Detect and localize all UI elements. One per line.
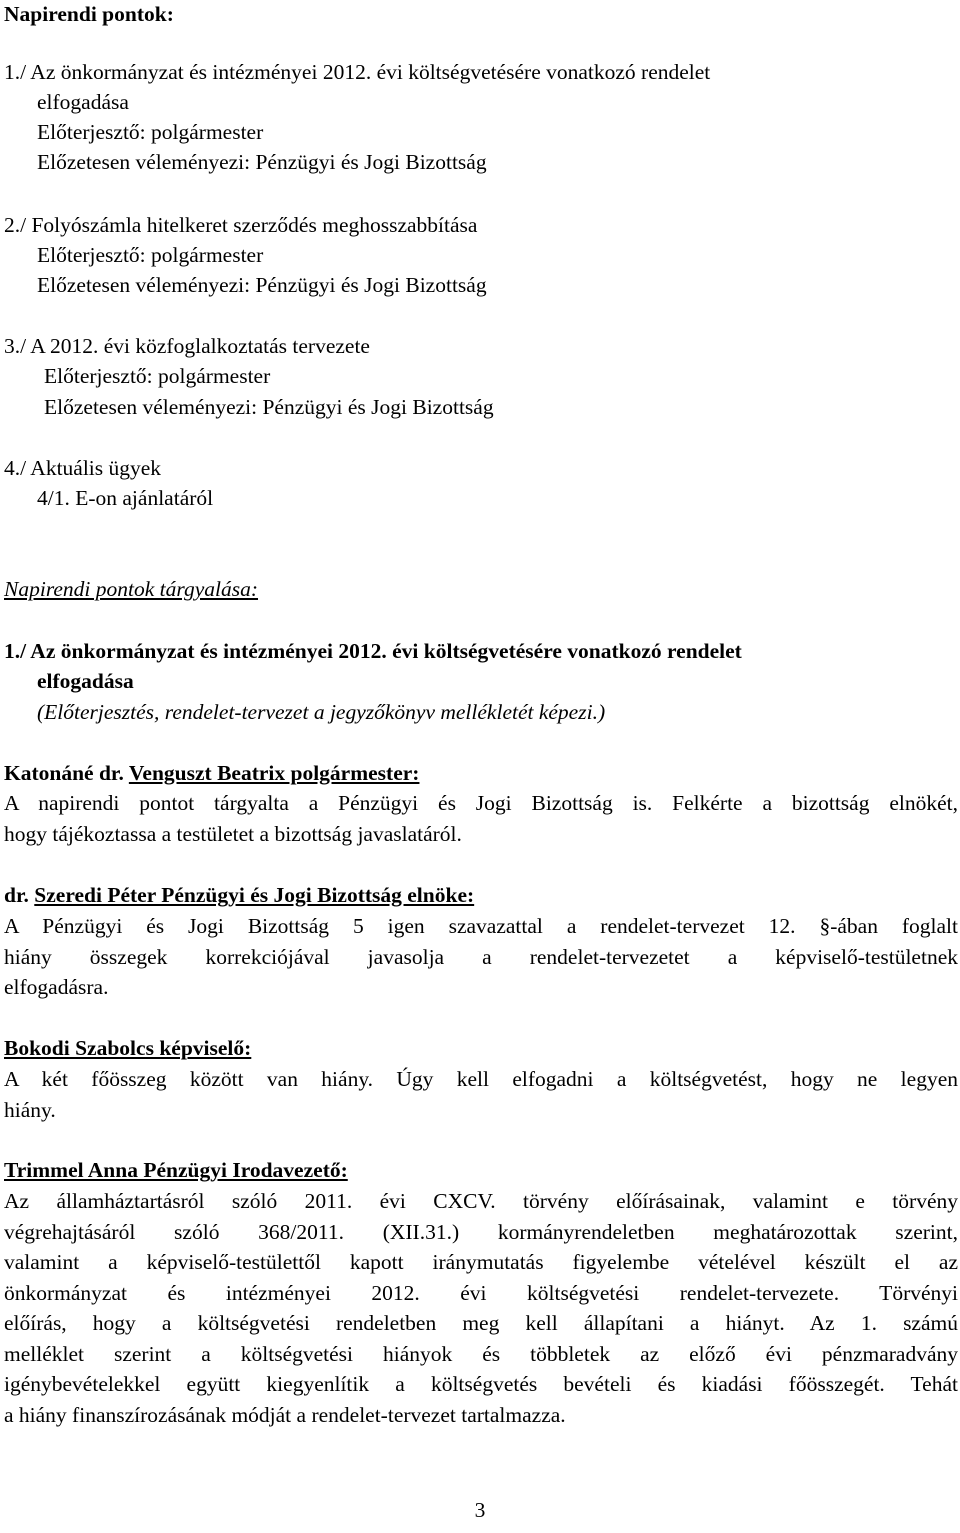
speaker-label: [4, 1155, 348, 1186]
speech-text: [4, 1064, 958, 1125]
speaker-label: [4, 880, 474, 911]
speech-text: [4, 1186, 958, 1430]
speech-text: [4, 788, 958, 849]
speech-line: A napirendi pontot tárgyalta a Pénzügyi és Jogi Bizottság is. Felkérte a bizottság elnökét,: [4, 791, 958, 815]
speech-line: előírás, hogy a költségvetési rendeletben meg kell állapítani a hiányt. Az 1. számú: [4, 1311, 958, 1335]
agenda-item-1-reviewer: Előzetesen véleményezi: Pénzügyi és Jogi Bizottság: [37, 150, 487, 174]
speech-text: [4, 911, 958, 1003]
speaker-name: Szeredi Péter Pénzügyi és Jogi Bizottság elnöke:: [34, 883, 475, 907]
agenda-item-1-title: 1./ Az önkormányzat és intézményei 2012. évi költségvetésére vonatkozó rendelet: [4, 60, 711, 84]
speaker-prefix: Katonáné dr.: [4, 761, 129, 785]
agenda-item-3-reviewer: Előzetesen véleményezi: Pénzügyi és Jogi Bizottság: [44, 395, 494, 419]
agenda-item-1-title-cont: elfogadása: [37, 90, 129, 114]
agenda-item-1-presenter: Előterjesztő: polgármester: [37, 120, 264, 144]
discussion-heading: Napirendi pontok tárgyalása:: [4, 577, 259, 601]
speech-line: A két főösszeg között van hiány. Úgy kell elfogadni a költségvetést, hogy ne legyen: [4, 1067, 958, 1091]
agenda-item-2-reviewer: Előzetesen véleményezi: Pénzügyi és Jogi Bizottság: [37, 273, 487, 297]
agenda-item-3-presenter: Előterjesztő: polgármester: [44, 364, 271, 388]
speech-line: valamint a képviselő-testülettől kapott iránymutatás figyelembe vételével készült el az: [4, 1250, 958, 1274]
speech-line: igénybevételekkel együtt kiegyenlítik a költségvetés bevételi és kiadási főösszegét. Tehát: [4, 1372, 958, 1396]
agenda-heading: Napirendi pontok:: [4, 2, 174, 26]
discussion-item-note: (Előterjesztés, rendelet-tervezet a jegyzőkönyv mellékletét képezi.): [37, 700, 606, 724]
discussion-item-title: 1./ Az önkormányzat és intézményei 2012. évi költségvetésére vonatkozó rendelet: [4, 639, 742, 663]
speech-line: melléklet szerint a költségvetési hiányok és többletek az előző évi pénzmaradvány: [4, 1341, 958, 1366]
speaker-prefix: dr.: [4, 883, 35, 907]
speech-line: hiány.: [4, 1097, 56, 1122]
speech-line: A Pénzügyi és Jogi Bizottság 5 igen szavazattal a rendelet-tervezet 12. §-ában foglalt: [4, 914, 958, 938]
agenda-item-4-sub: 4/1. E-on ajánlatáról: [37, 486, 214, 510]
speech-line: a hiány finanszírozásának módját a rendelet-tervezet tartalmazza.: [4, 1402, 566, 1427]
speaker-name: Bokodi Szabolcs képviselő:: [4, 1036, 252, 1060]
speech-line: elfogadásra.: [4, 975, 109, 999]
speaker-name: Venguszt Beatrix polgármester:: [128, 761, 420, 785]
agenda-item-2-presenter: Előterjesztő: polgármester: [37, 243, 264, 267]
agenda-item-2-title: 2./ Folyószámla hitelkeret szerződés meghosszabbítása: [4, 213, 478, 237]
discussion-item-title-cont: elfogadása: [37, 669, 134, 693]
speaker-name: Trimmel Anna Pénzügyi Irodavezető:: [4, 1158, 348, 1182]
agenda-item-3-title: 3./ A 2012. évi közfoglalkoztatás tervezete: [4, 334, 370, 358]
speech-line: hogy tájékoztassa a testületet a bizottság javaslatáról.: [4, 821, 462, 846]
page-number: 3: [474, 1498, 486, 1522]
speech-line: Az államháztartásról szóló 2011. évi CXCV. törvény előírásainak, valamint e törvény: [4, 1189, 958, 1213]
speech-line: önkormányzat és intézményei 2012. évi költségvetési rendelet-tervezete. Törvényi: [4, 1280, 958, 1305]
speaker-label: [4, 1033, 251, 1064]
speech-line: végrehajtásáról szóló 368/2011. (XII.31.) kormányrendeletben meghatározottak szerint,: [4, 1219, 958, 1244]
speech-line: hiány összegek korrekciójával javasolja a rendelet-tervezetet a képviselő-testületnek: [4, 944, 958, 969]
agenda-item-4-title: 4./ Aktuális ügyek: [4, 456, 162, 480]
speaker-label: [4, 758, 419, 789]
